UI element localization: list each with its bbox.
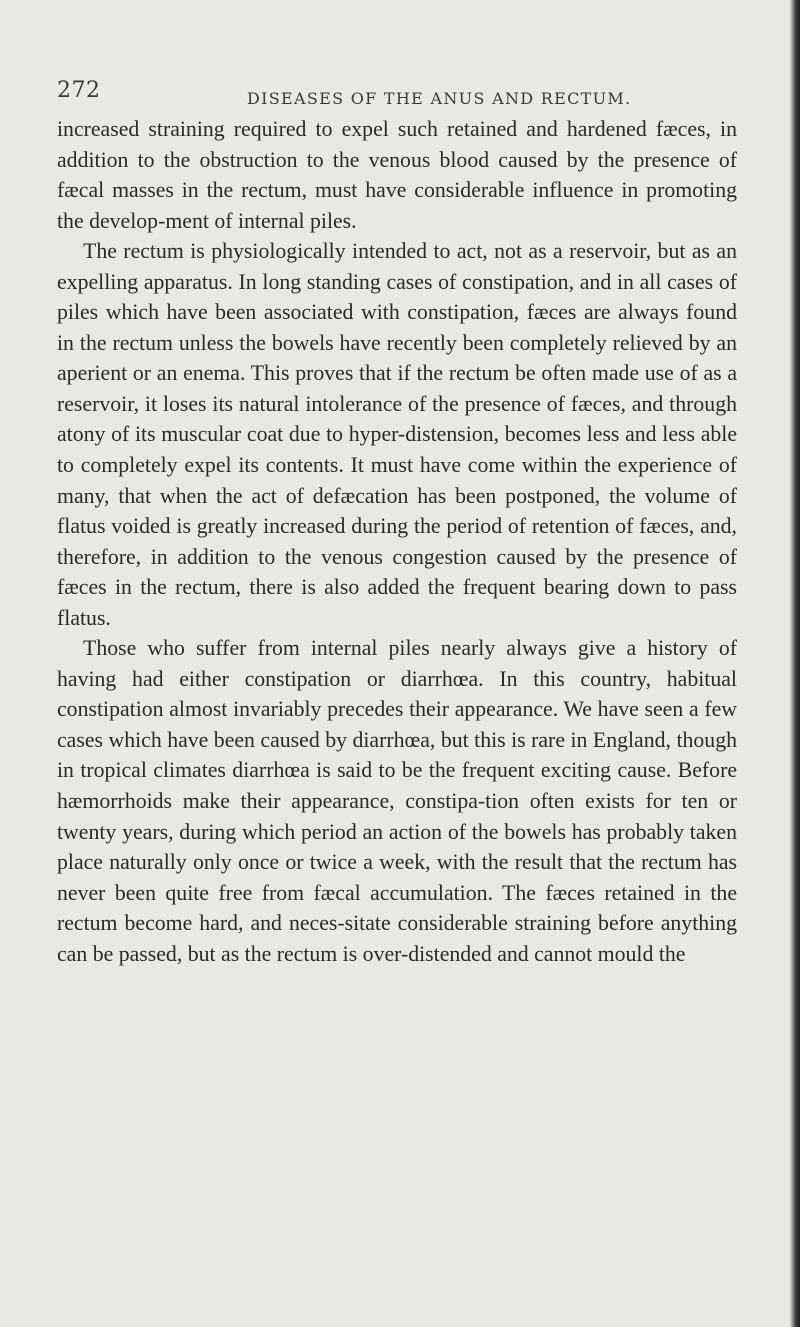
page-edge-shadow bbox=[790, 0, 800, 1327]
running-head: DISEASES OF THE ANUS AND RECTUM. bbox=[247, 89, 632, 108]
paragraph-history: Those who suffer from internal piles nearly always give a history of having had either constipation or diarrhœa. In this country, habitual constipation almost invariably precedes their appearance. We have seen a few cases which have been caused by diarrhœa, but this is rare in England, though in tropical climates diarrhœa is said to be the frequent exciting cause. Before hæmorrhoids make their appearance, constipa-tion often exists for ten or twenty years, during which period an action of the bowels has probably taken place naturally only once or twice a week, with the result that the rectum has never been quite free from fæcal accumulation. The fæces retained in the rectum become hard, and neces-sitate considerable straining before anything can be passed, but as the rectum is over-distended and cannot mould the bbox=[57, 636, 737, 966]
paragraph-rectum-reservoir: The rectum is physiologically intended to act, not as a reservoir, but as an expelling apparatus. In long standing cases of constipation, and in all cases of piles which have been associated with constipation, fæces are always found in the rectum unless the bowels have recently been completely relieved by an aperient or an enema. This proves that if the rectum be often made use of as a reservoir, it loses its natural intolerance of the presence of fæces, and through atony of its muscular coat due to hyper-distension, becomes less and less able to completely expel its contents. It must have come within the experience of many, that when the act of defæcation has been postponed, the volume of flatus voided is greatly increased during the period of retention of fæces, and, therefore, in addition to the venous congestion caused by the presence of fæces in the rectum, there is also added the frequent bearing down to pass flatus. bbox=[57, 239, 737, 630]
paragraph-continued: increased straining required to expel such retained and hardened fæces, in addition to the obstruction to the venous blood caused by the presence of fæcal masses in the rectum, must have considerable influence in promoting the develop-ment of internal piles. bbox=[57, 117, 737, 233]
body-text bbox=[57, 114, 737, 969]
page-header bbox=[57, 78, 737, 112]
page-number: 272 bbox=[57, 78, 101, 103]
